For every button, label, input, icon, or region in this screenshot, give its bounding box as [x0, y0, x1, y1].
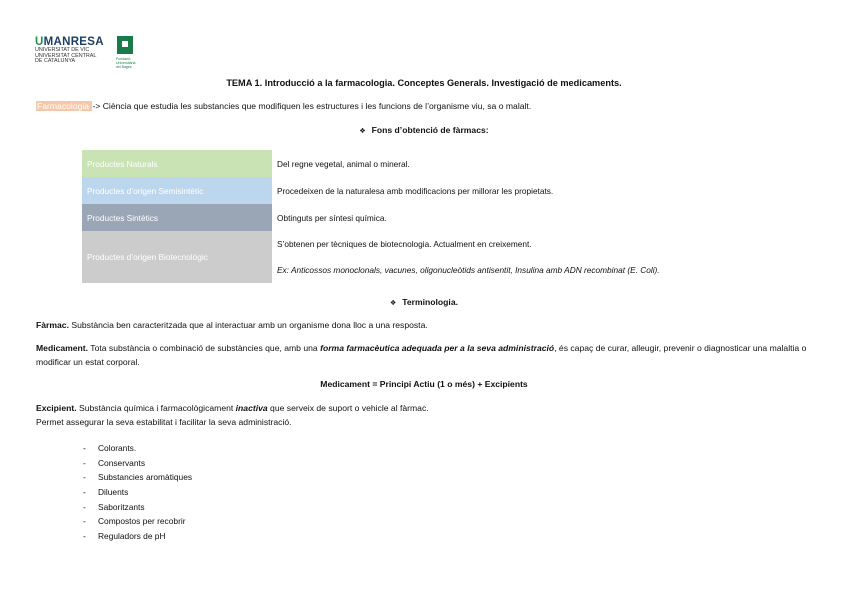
page-title: TEMA 1. Introducció a la farmacologia. Conceptes Generals. Investigació de medicaments.	[226, 78, 622, 88]
medicament-term: Medicament.	[36, 343, 89, 353]
terminology-heading	[0, 297, 848, 307]
excipient-definition	[36, 402, 816, 429]
excipient-text-1: Substància química i farmacològicament	[76, 403, 236, 413]
list-item	[83, 514, 192, 529]
table-row	[82, 231, 772, 283]
logo-sub-3: DE CATALUNYA	[35, 58, 76, 65]
source-label: Productes d’origen Biotecnològic	[82, 231, 272, 283]
dash-bullet: -	[83, 487, 86, 498]
university-logo	[35, 36, 104, 65]
list-item-text: Compostos per recobrir	[98, 516, 186, 527]
source-label: Productes Naturals	[82, 150, 272, 177]
farmac-term: Fàrmac.	[36, 320, 69, 330]
source-text: S’obtenen per tècniques de biotecnologia. Actualment en creixement.	[277, 239, 532, 249]
diamond-bullet-icon: ❖	[359, 128, 366, 135]
table-row	[82, 204, 772, 231]
sources-heading-text: Fons d’obtenció de fàrmacs:	[371, 125, 489, 135]
list-item-text: Saboritzants	[98, 501, 145, 512]
farmac-definition	[36, 319, 816, 333]
list-item	[83, 456, 192, 471]
highlighted-term: Farmacologia	[37, 101, 92, 111]
list-item	[83, 485, 192, 500]
medicament-emphasis: forma farmacèutica adequada per a la seva administració	[320, 343, 555, 353]
sources-heading	[0, 125, 848, 135]
farmac-text: Substància ben caracteritzada que al interactuar amb un organisme dona lloc a una resposta.	[68, 320, 428, 330]
dash-bullet: -	[83, 516, 86, 527]
excipient-term: Excipient.	[36, 403, 77, 413]
logo-u: U	[35, 36, 44, 48]
logo-name: MANRESA	[43, 36, 104, 48]
definition-text: -> Ciència que estudia les substancies que modifiquen les estructures i les funcions de l’organisme viu, sa o malalt.	[92, 101, 532, 111]
medicament-text-1: Tota substància o combinació de substàncies que, amb una	[88, 343, 321, 353]
terminology-heading-text: Terminologia.	[402, 297, 458, 307]
table-row	[82, 150, 772, 177]
excipient-text-2: que serveix de suport o vehicle al fàrmac.	[267, 403, 429, 413]
table-row	[82, 177, 772, 204]
dash-bullet: -	[83, 457, 86, 468]
dash-bullet: -	[83, 501, 86, 512]
list-item	[83, 529, 192, 544]
list-item	[83, 470, 192, 485]
medicament-definition	[36, 342, 816, 369]
source-label: Productes d’origen Semisintètic	[82, 177, 272, 204]
dash-bullet: -	[83, 531, 86, 542]
source-label: Productes Sintètics	[82, 204, 272, 231]
dash-bullet: -	[83, 472, 86, 483]
foundation-badge-icon	[117, 36, 133, 54]
list-item-text: Conservants	[98, 457, 146, 468]
medicament-text-2: , és capaç de curar, alleugir, prevenir o diagnosticar una malaltia o modificar un estat corporal.	[36, 343, 807, 367]
excipient-emphasis: inactiva	[235, 403, 268, 413]
sources-table	[82, 150, 772, 283]
source-text: Procedeixen de la naturalesa amb modificacions per millorar les propietats.	[277, 185, 554, 196]
list-item-text: Substancies aromàtiques	[98, 472, 193, 483]
dash-bullet: -	[83, 443, 86, 453]
list-item-text: Diluents	[98, 487, 129, 498]
list-item	[83, 500, 192, 515]
farmacologia-definition	[36, 101, 531, 111]
diamond-bullet-icon: ❖	[390, 300, 397, 307]
list-item-text: Reguladors de pH	[98, 531, 166, 542]
source-text: Obtinguts per síntesi química.	[277, 212, 387, 223]
medicament-formula: Medicament = Principi Actiu (1 o més) + Excipients	[320, 379, 528, 389]
excipient-list	[83, 441, 192, 544]
excipient-line-2: Permet assegurar la seva estabilitat i facilitar la seva administració.	[36, 416, 292, 427]
source-text: Del regne vegetal, animal o mineral.	[277, 158, 410, 169]
source-text-cell	[272, 231, 772, 283]
logo-sub-1: UNIVERSITAT DE VIC	[35, 47, 90, 53]
foundation-badge-text: Fundació Universitària del Bages	[116, 57, 136, 69]
source-example: Ex: Anticossos monoclonals, vacunes, oligonucleòtids antisentit, Insulina amb ADN recombinat (E. Coli).	[277, 265, 660, 275]
list-item-text: Colorants.	[98, 443, 137, 453]
logo-sub-2: UNIVERSITAT CENTRAL	[35, 52, 97, 59]
list-item	[83, 441, 192, 456]
